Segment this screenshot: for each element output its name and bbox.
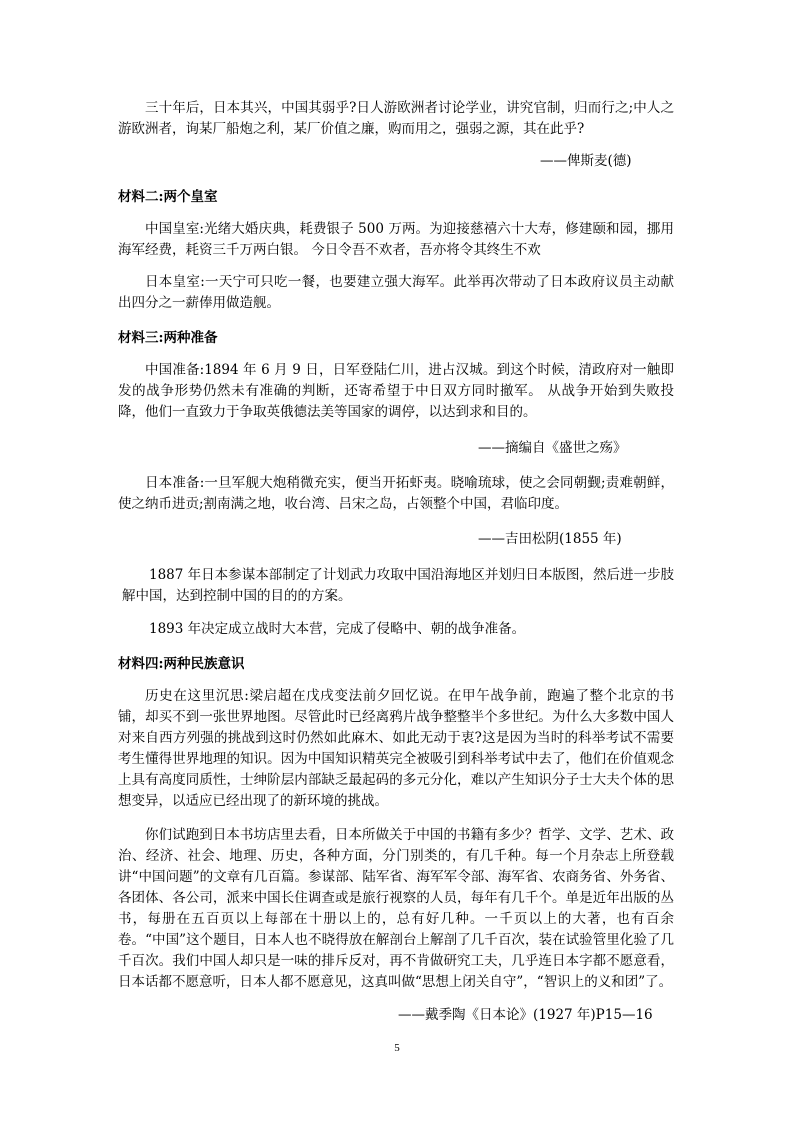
japan-royal-paragraph: 日本皇室:一天宁可只吃一餐，也要建立强大海军。此举再次带动了日本政府议员主动献出四分之一薪俸用做造舰。: [118, 274, 674, 311]
section4-heading: 材料四:两种民族意识: [118, 656, 245, 672]
section2-heading: 材料二:两个皇室: [118, 189, 218, 205]
bismarck-quote: 三十年后，日本其兴，中国其弱乎?日人游欧洲者讨论学业，讲究官制，归而行之;中人之游欧洲者，询某厂船炮之利，某厂价值之廉，购而用之，强弱之源，其在此乎?: [118, 100, 674, 137]
china-preparation-paragraph: 中国准备:1894 年 6 月 9 日，日军登陆仁川，进占汉城。到这个时候，清政府对一触即发的战争形势仍然未有准确的判断，还寄希望于中日双方同时撤军。 从战争开始到失败投降，他们一直致力于争取英俄德法美等国家的调停，以达到求和目的。: [118, 362, 674, 420]
dai-jitao-attribution: ——戴季陶《日本论》(1927 年)P15—16: [398, 1007, 653, 1023]
general-staff-paragraph: 1887 年日本参谋本部制定了计划武力攻取中国沿海地区并划归日本版图，然后进一步肢解中国，达到控制中国的目的的方案。: [122, 567, 674, 604]
liang-qichao-paragraph: 历史在这里沉思:梁启超在戊戌变法前夕回忆说。在甲午战争前，跑遍了整个北京的书铺，却买不到一张世界地图。尽管此时已经离鸦片战争整整半个多世纪。为什么大多数中国人对来自西方列强的挑战到这时仍然如此麻木、如此无动于衷?这是因为当时的科举考试不需要考生懂得世界地理的知识。因为中国知识精英完全被吸引到科举考试中去了，他们在价值观念上具有高度同质性，士绅阶层内部缺乏最起码的多元分化，难以产生知识分子士大夫个体的思想变异，以适应已经出现了的新环境的挑战。: [118, 688, 674, 809]
china-royal-paragraph: 中国皇室:光绪大婚庆典，耗费银子 500 万两。为迎接慈禧六十大寿，修建颐和园，挪用海军经费，耗资三千万两白银。 今日令吾不欢者，吾亦将令其终生不欢: [118, 221, 674, 258]
page-number: 5: [394, 1042, 400, 1054]
section3-heading: 材料三:两种准备: [118, 330, 218, 346]
japan-preparation-paragraph: 日本准备:一旦军舰大炮稍微充实，便当开拓虾夷。晓喻琉球，使之会同朝觐;责难朝鲜，使之纳币进贡;割南满之地，收台湾、吕宋之岛，占领整个中国，君临印度。: [118, 475, 674, 512]
japan-preparation-attribution: ——吉田松阴(1855 年): [478, 531, 622, 547]
imperial-hq-paragraph: 1893 年决定成立战时大本营，完成了侵略中、朝的战争准备。: [149, 621, 526, 637]
bismarck-attribution: ——俾斯麦(德): [540, 153, 632, 169]
dai-jitao-paragraph: 你们试跑到日本书坊店里去看，日本所做关于中国的书籍有多少？哲学、文学、艺术、政治、经济、社会、地理、历史，各种方面，分门别类的，有几千种。每一个月杂志上所登载讲“中国问题”的文章有几百篇。参谋部、陆军省、海军军令部、海军省、农商务省、外务省、各团体、各公司，派来中国长住调查或是旅行视察的人员，每年有几千个。单是近年出版的丛书，每册在五百页以上每部在十册以上的，总有好几种。一千页以上的大著，也有百余卷。“中国”这个题目，日本人也不晓得放在解剖台上解剖了几千百次，装在试验管里化验了几千百次。我们中国人却只是一味的排斥反对，再不肯做研究工夫，几乎连日本字都不愿意看，日本话都不愿意听，日本人都不愿意见，这真叫做“思想上闭关自守”，“智识上的义和团”了。: [118, 827, 674, 990]
china-preparation-attribution: ——摘编自《盛世之殇》: [478, 440, 627, 456]
